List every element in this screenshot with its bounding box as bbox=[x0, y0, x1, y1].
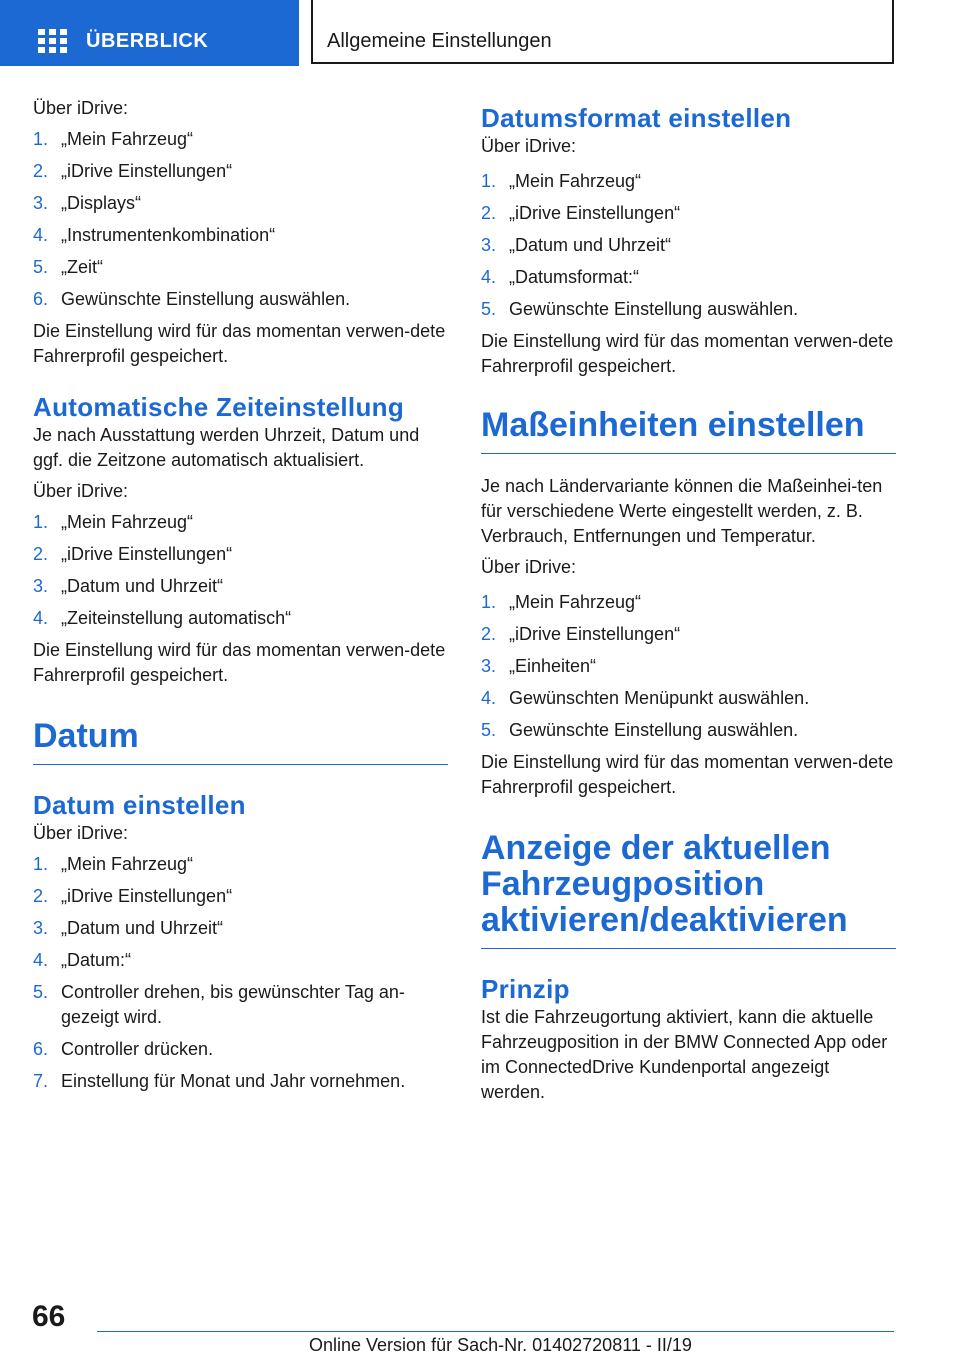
list-item: 3. „Einheiten“ bbox=[481, 654, 896, 679]
step-number: 2. bbox=[481, 203, 497, 223]
list-item: 5. Controller drehen, bis gewünschter Tag an‐gezeigt wird. bbox=[33, 982, 405, 1027]
step-number: 5. bbox=[33, 257, 49, 277]
step-number: 3. bbox=[481, 235, 497, 255]
step-number: 5. bbox=[481, 299, 497, 319]
step-number: 3. bbox=[481, 656, 497, 676]
step-number: 1. bbox=[481, 171, 497, 191]
step-number: 5. bbox=[481, 720, 497, 740]
step-number: 4. bbox=[481, 267, 497, 287]
breadcrumb[interactable] bbox=[311, 0, 894, 64]
step-number: 2. bbox=[481, 624, 497, 644]
list-item: 1. „Mein Fahrzeug“ bbox=[33, 852, 448, 877]
breadcrumb-label: Allgemeine Einstellungen bbox=[327, 30, 552, 52]
list-item: 5. Gewünschte Einstellung auswählen. bbox=[481, 718, 896, 743]
footer-divider bbox=[97, 1331, 894, 1332]
list-item: 1. „Mein Fahrzeug“ bbox=[481, 590, 896, 615]
step-number: 2. bbox=[33, 544, 49, 564]
step-number: 7. bbox=[33, 1071, 49, 1091]
list-item: 2. „iDrive Einstellungen“ bbox=[33, 884, 448, 909]
list-item: 2. „iDrive Einstellungen“ bbox=[33, 542, 448, 567]
note-text: Die Einstellung wird für das momentan verwen‐dete Fahrerprofil gespeichert. bbox=[481, 331, 894, 376]
list-item: 3. „Displays“ bbox=[33, 191, 448, 216]
step-number: 4. bbox=[33, 950, 49, 970]
overview-label: ÜBERBLICK bbox=[86, 30, 209, 52]
heading-datum: Datum bbox=[33, 718, 448, 765]
overview-tab[interactable] bbox=[0, 0, 299, 66]
list-item: 4. Gewünschten Menüpunkt auswählen. bbox=[481, 686, 896, 711]
list-item: 1. „Mein Fahrzeug“ bbox=[33, 127, 448, 152]
steps-list-units bbox=[481, 590, 896, 743]
step-number: 5. bbox=[33, 982, 49, 1002]
intro-text: Über iDrive: bbox=[481, 136, 577, 156]
page-header bbox=[0, 0, 960, 66]
page-number: 66 bbox=[32, 1300, 66, 1333]
list-item: 7. Einstellung für Monat und Jahr vornehmen. bbox=[33, 1069, 448, 1094]
step-number: 1. bbox=[33, 854, 49, 874]
step-number: 6. bbox=[33, 1039, 49, 1059]
list-item: 2. „iDrive Einstellungen“ bbox=[481, 622, 896, 647]
list-item: 3. „Datum und Uhrzeit“ bbox=[33, 574, 448, 599]
auto-description: Je nach Ausstattung werden Uhrzeit, Datum und ggf. die Zeitzone automatisch aktualisiert. bbox=[33, 425, 420, 470]
heading-auto-time: Automatische Zeiteinstellung bbox=[33, 392, 405, 422]
list-item: 3. „Datum und Uhrzeit“ bbox=[33, 916, 448, 941]
step-number: 6. bbox=[33, 289, 49, 309]
step-number: 4. bbox=[33, 608, 49, 628]
step-number: 3. bbox=[33, 576, 49, 596]
step-number: 2. bbox=[33, 886, 49, 906]
steps-list-format bbox=[481, 169, 896, 322]
heading-principle: Prinzip bbox=[481, 974, 570, 1004]
step-number: 2. bbox=[33, 161, 49, 181]
units-description: Je nach Ländervariante können die Maßeinhei‐ten für verschiedene Werte eingestellt werden, z. B. Verbrauch, Entfernungen und Temperatur. bbox=[481, 476, 883, 546]
list-item: 4. „Zeiteinstellung automatisch“ bbox=[33, 606, 448, 631]
list-item: 4. „Instrumentenkombination“ bbox=[33, 223, 448, 248]
list-item: 5. „Zeit“ bbox=[33, 255, 448, 280]
list-item: 6. Gewünschte Einstellung auswählen. bbox=[33, 287, 448, 312]
step-number: 1. bbox=[481, 592, 497, 612]
step-number: 1. bbox=[33, 512, 49, 532]
list-item: 3. „Datum und Uhrzeit“ bbox=[481, 233, 896, 258]
steps-list-date bbox=[33, 852, 448, 1094]
step-number: 1. bbox=[33, 129, 49, 149]
heading-units: Maßeinheiten einstellen bbox=[481, 407, 896, 454]
intro-text: Über iDrive: bbox=[33, 481, 129, 501]
heading-set-date: Datum einstellen bbox=[33, 790, 246, 820]
footer-text: Online Version für Sach-Nr. 01402720811 - II/19 bbox=[309, 1335, 692, 1355]
list-item: 4. „Datumsformat:“ bbox=[481, 265, 896, 290]
list-item: 2. „iDrive Einstellungen“ bbox=[481, 201, 896, 226]
list-item: 6. Controller drücken. bbox=[33, 1037, 448, 1062]
step-number: 4. bbox=[33, 225, 49, 245]
list-item: 2. „iDrive Einstellungen“ bbox=[33, 159, 448, 184]
note-text: Die Einstellung wird für das momentan verwen‐dete Fahrerprofil gespeichert. bbox=[481, 752, 894, 797]
note-text: Die Einstellung wird für das momentan verwen‐dete Fahrerprofil gespeichert. bbox=[33, 321, 446, 366]
right-column bbox=[481, 102, 896, 1111]
left-column bbox=[33, 96, 448, 1101]
step-number: 4. bbox=[481, 688, 497, 708]
intro-text: Über iDrive: bbox=[33, 98, 129, 118]
intro-text: Über iDrive: bbox=[481, 557, 577, 577]
principle-text: Ist die Fahrzeugortung aktiviert, kann die aktuelle Fahrzeugposition in der BMW Connected App oder im ConnectedDrive Kundenportal angezeigt werden. bbox=[481, 1007, 888, 1102]
list-item: 4. „Datum:“ bbox=[33, 948, 448, 973]
list-item: 1. „Mein Fahrzeug“ bbox=[481, 169, 896, 194]
step-number: 3. bbox=[33, 193, 49, 213]
list-item: 5. Gewünschte Einstellung auswählen. bbox=[481, 297, 896, 322]
step-number: 3. bbox=[33, 918, 49, 938]
steps-list-auto bbox=[33, 510, 448, 631]
heading-vehicle-position: Anzeige der aktuellen Fahrzeugposition aktivieren/deaktivieren bbox=[481, 830, 896, 949]
steps-list-time bbox=[33, 127, 448, 312]
intro-text: Über iDrive: bbox=[33, 823, 129, 843]
note-text: Die Einstellung wird für das momentan verwen‐dete Fahrerprofil gespeichert. bbox=[33, 640, 446, 685]
grid-icon bbox=[38, 29, 68, 53]
list-item: 1. „Mein Fahrzeug“ bbox=[33, 510, 448, 535]
heading-date-format: Datumsformat einstellen bbox=[481, 103, 792, 133]
